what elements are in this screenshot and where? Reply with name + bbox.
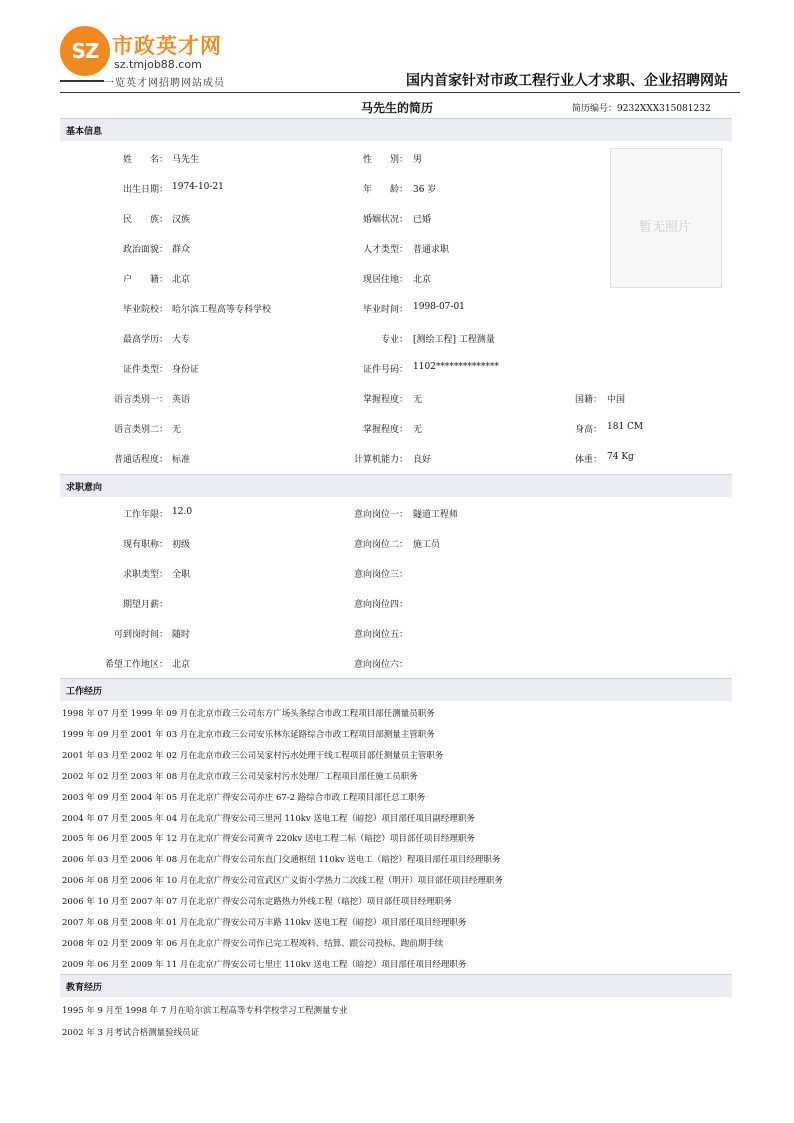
work-experience-item: 2006 年 08 月至 2006 年 10 月在北京广得安公司宣武区广义街小学热力二次线工程（明开）项目部任项目经理职务 bbox=[62, 876, 503, 887]
education-section-bar bbox=[60, 974, 732, 997]
basic-field-value: 无 bbox=[172, 425, 182, 435]
basic-field-label: 掌握程度： bbox=[362, 425, 408, 435]
basic-field-label: 普通话程度： bbox=[113, 455, 168, 465]
basic-field-label: 专业： bbox=[380, 335, 408, 345]
intent-field-label: 意向岗位四： bbox=[353, 600, 408, 610]
basic-field-label: 体重： bbox=[574, 455, 602, 465]
site-logo-badge: SZ bbox=[60, 26, 110, 76]
basic-info-section-bar bbox=[60, 118, 732, 141]
work-experience-item: 2006 年 03 月至 2006 年 08 月在北京广得安公司东直门交通枢纽 110kv 送电工（暗挖）程项目部任项目经理职务 bbox=[62, 855, 501, 866]
work-experience-item: 2008 年 02 月至 2009 年 06 月在北京广得安公司作已完工程竣料、结算、跟公司投标、跑前期手续 bbox=[62, 938, 444, 949]
work-experience-item: 2005 年 06 月至 2005 年 12 月在北京广得安公司黄寺 220kv 送电工程二标（暗挖）项目部任项目经理职务 bbox=[62, 834, 475, 845]
basic-field-value: 普通求职 bbox=[413, 245, 450, 255]
work-experience-item: 2007 年 08 月至 2008 年 01 月在北京广得安公司万丰路 110kv 送电工程（暗挖）项目部任项目经理职务 bbox=[62, 918, 467, 928]
work-experience-item: 2001 年 03 月至 2002 年 02 月在北京市政三公司吴家村污水处理干线工程项目部任测量员主管职务 bbox=[62, 750, 444, 761]
resume-number bbox=[572, 101, 711, 114]
basic-field-label: 语言类别一： bbox=[113, 395, 168, 405]
header-divider bbox=[60, 92, 740, 93]
basic-field-label: 语言类别二： bbox=[113, 425, 168, 435]
basic-field-label: 民 族： bbox=[122, 215, 168, 225]
intent-field-label: 希望工作地区： bbox=[104, 660, 168, 670]
intent-field-label: 意向岗位二： bbox=[353, 540, 408, 550]
basic-field-label: 姓 名： bbox=[122, 155, 168, 165]
intent-field-value: 施工员 bbox=[413, 540, 441, 550]
basic-field-label: 掌握程度： bbox=[362, 395, 408, 405]
basic-field-label: 国籍： bbox=[574, 395, 602, 405]
basic-field-label: 户 籍： bbox=[122, 275, 168, 285]
education-section-title: 教育经历 bbox=[66, 983, 103, 993]
basic-field-label: 婚姻状况： bbox=[362, 215, 408, 225]
basic-field-label: 证件号码： bbox=[362, 365, 408, 375]
basic-field-value: 汉族 bbox=[172, 215, 191, 225]
work-experience-item: 1999 年 09 月至 2001 年 03 月在北京市政三公司安乐林东延路综合市政工程项目部测量主管职务 bbox=[62, 729, 435, 740]
basic-field-value: 马先生 bbox=[172, 155, 200, 165]
work-experience-item: 2002 年 02 月至 2003 年 08 月在北京市政三公司吴家村污水处理厂工程项目部任施工员职务 bbox=[62, 771, 418, 782]
basic-field-label: 最高学历： bbox=[122, 335, 168, 345]
basic-field-label: 出生日期： bbox=[122, 185, 168, 195]
education-item: 1995 年 9 月至 1998 年 7 月在哈尔滨工程高等专科学校学习工程测量专业 bbox=[62, 1006, 348, 1016]
intent-field-label: 现有职称： bbox=[122, 540, 168, 550]
education-item: 2002 年 3 月考试合格测量验线员证 bbox=[62, 1028, 200, 1038]
work-experience-section-title: 工作经历 bbox=[66, 687, 103, 697]
work-experience-item: 2004 年 07 月至 2005 年 04 月在北京广得安公司三里河 110kv 送电工程（暗挖）项目部任项目副经理职务 bbox=[62, 813, 475, 824]
intent-field-label: 意向岗位五： bbox=[353, 630, 408, 640]
basic-field-label: 性 别： bbox=[362, 155, 408, 165]
work-experience-item: 1998 年 07 月至 1999 年 09 月在北京市政三公司东方广场头条综合市政工程项目部任测量员职务 bbox=[62, 709, 435, 719]
basic-field-value: 181 CM bbox=[607, 422, 644, 432]
basic-field-value: 74 Kg bbox=[607, 452, 634, 462]
work-experience-item: 2009 年 06 月至 2009 年 11 月在北京广得安公司七里庄 110kv 送电工程（暗挖）项目部任项目经理职务 bbox=[62, 959, 467, 970]
job-intent-section-title: 求职意向 bbox=[66, 483, 103, 493]
work-experience-item: 2003 年 09 月至 2004 年 05 月在北京广得安公司亦庄 67-2 路综合市政工程项目部任总工职务 bbox=[62, 792, 426, 803]
resume-number-label: 简历编号： bbox=[572, 104, 618, 114]
intent-field-value: 隧道工程师 bbox=[413, 510, 459, 520]
basic-field-value: 良好 bbox=[413, 455, 432, 465]
basic-field-value: 1998-07-01 bbox=[413, 302, 465, 312]
basic-field-label: 身高： bbox=[574, 425, 602, 435]
intent-field-label: 期望月薪： bbox=[122, 600, 168, 610]
basic-info-section-title: 基本信息 bbox=[66, 127, 103, 137]
basic-field-label: 政治面貌： bbox=[122, 245, 168, 255]
basic-field-value: [测绘工程] 工程测量 bbox=[413, 335, 495, 345]
basic-field-label: 年 龄： bbox=[362, 185, 408, 195]
basic-field-label: 毕业院校： bbox=[122, 305, 168, 315]
basic-field-value: 中国 bbox=[607, 395, 626, 405]
basic-field-value: 无 bbox=[413, 425, 423, 435]
site-slogan: 一览英才网招聘网站成员 bbox=[104, 78, 225, 89]
intent-field-label: 意向岗位三： bbox=[353, 570, 408, 580]
intent-field-label: 可到岗时间： bbox=[113, 630, 168, 640]
basic-field-value: 已婚 bbox=[413, 215, 432, 225]
basic-field-label: 现居住地： bbox=[362, 275, 408, 285]
work-experience-section-bar bbox=[60, 678, 732, 701]
basic-field-value: 1102************** bbox=[413, 362, 499, 372]
photo-placeholder-text: 暂无照片 bbox=[638, 220, 691, 235]
basic-field-value: 大专 bbox=[172, 335, 191, 345]
basic-field-value: 无 bbox=[413, 395, 423, 405]
intent-field-value: 12.0 bbox=[172, 507, 193, 517]
basic-field-value: 1974-10-21 bbox=[172, 182, 224, 192]
basic-field-value: 群众 bbox=[172, 245, 191, 255]
intent-field-value: 北京 bbox=[172, 660, 191, 670]
basic-field-value: 哈尔滨工程高等专科学校 bbox=[172, 305, 272, 315]
basic-field-value: 男 bbox=[413, 155, 423, 165]
basic-field-label: 毕业时间： bbox=[362, 305, 408, 315]
basic-field-value: 身份证 bbox=[172, 365, 200, 375]
intent-field-label: 工作年限： bbox=[122, 510, 168, 520]
basic-field-label: 证件类型： bbox=[122, 365, 168, 375]
work-experience-item: 2006 年 10 月至 2007 年 07 月在北京广得安公司东定路热力外线工程（暗挖）项目部任项目经理职务 bbox=[62, 897, 452, 908]
basic-field-value: 标准 bbox=[172, 455, 191, 465]
site-url: sz.tmjob88.com bbox=[114, 58, 202, 71]
intent-field-label: 意向岗位六： bbox=[353, 660, 408, 670]
intent-field-value: 全职 bbox=[172, 570, 191, 580]
basic-field-label: 计算机能力： bbox=[353, 455, 408, 465]
resume-number-value: 9232XXX315081232 bbox=[617, 104, 711, 114]
basic-field-value: 36 岁 bbox=[413, 185, 437, 195]
job-intent-section-bar bbox=[60, 474, 732, 497]
intent-field-label: 求职类型： bbox=[122, 570, 168, 580]
site-logo-title: 市政英才网 bbox=[112, 34, 222, 58]
basic-field-label: 人才类型： bbox=[362, 245, 408, 255]
basic-field-value: 北京 bbox=[413, 275, 432, 285]
intent-field-value: 随时 bbox=[172, 630, 191, 640]
slogan-divider bbox=[60, 80, 104, 82]
resume-title: 马先生的简历 bbox=[360, 101, 433, 115]
intent-field-label: 意向岗位一： bbox=[353, 510, 408, 520]
basic-field-value: 英语 bbox=[172, 395, 191, 405]
basic-field-value: 北京 bbox=[172, 275, 191, 285]
site-tagline: 国内首家针对市政工程行业人才求职、企业招聘网站 bbox=[406, 73, 728, 89]
intent-field-value: 初级 bbox=[172, 540, 191, 550]
